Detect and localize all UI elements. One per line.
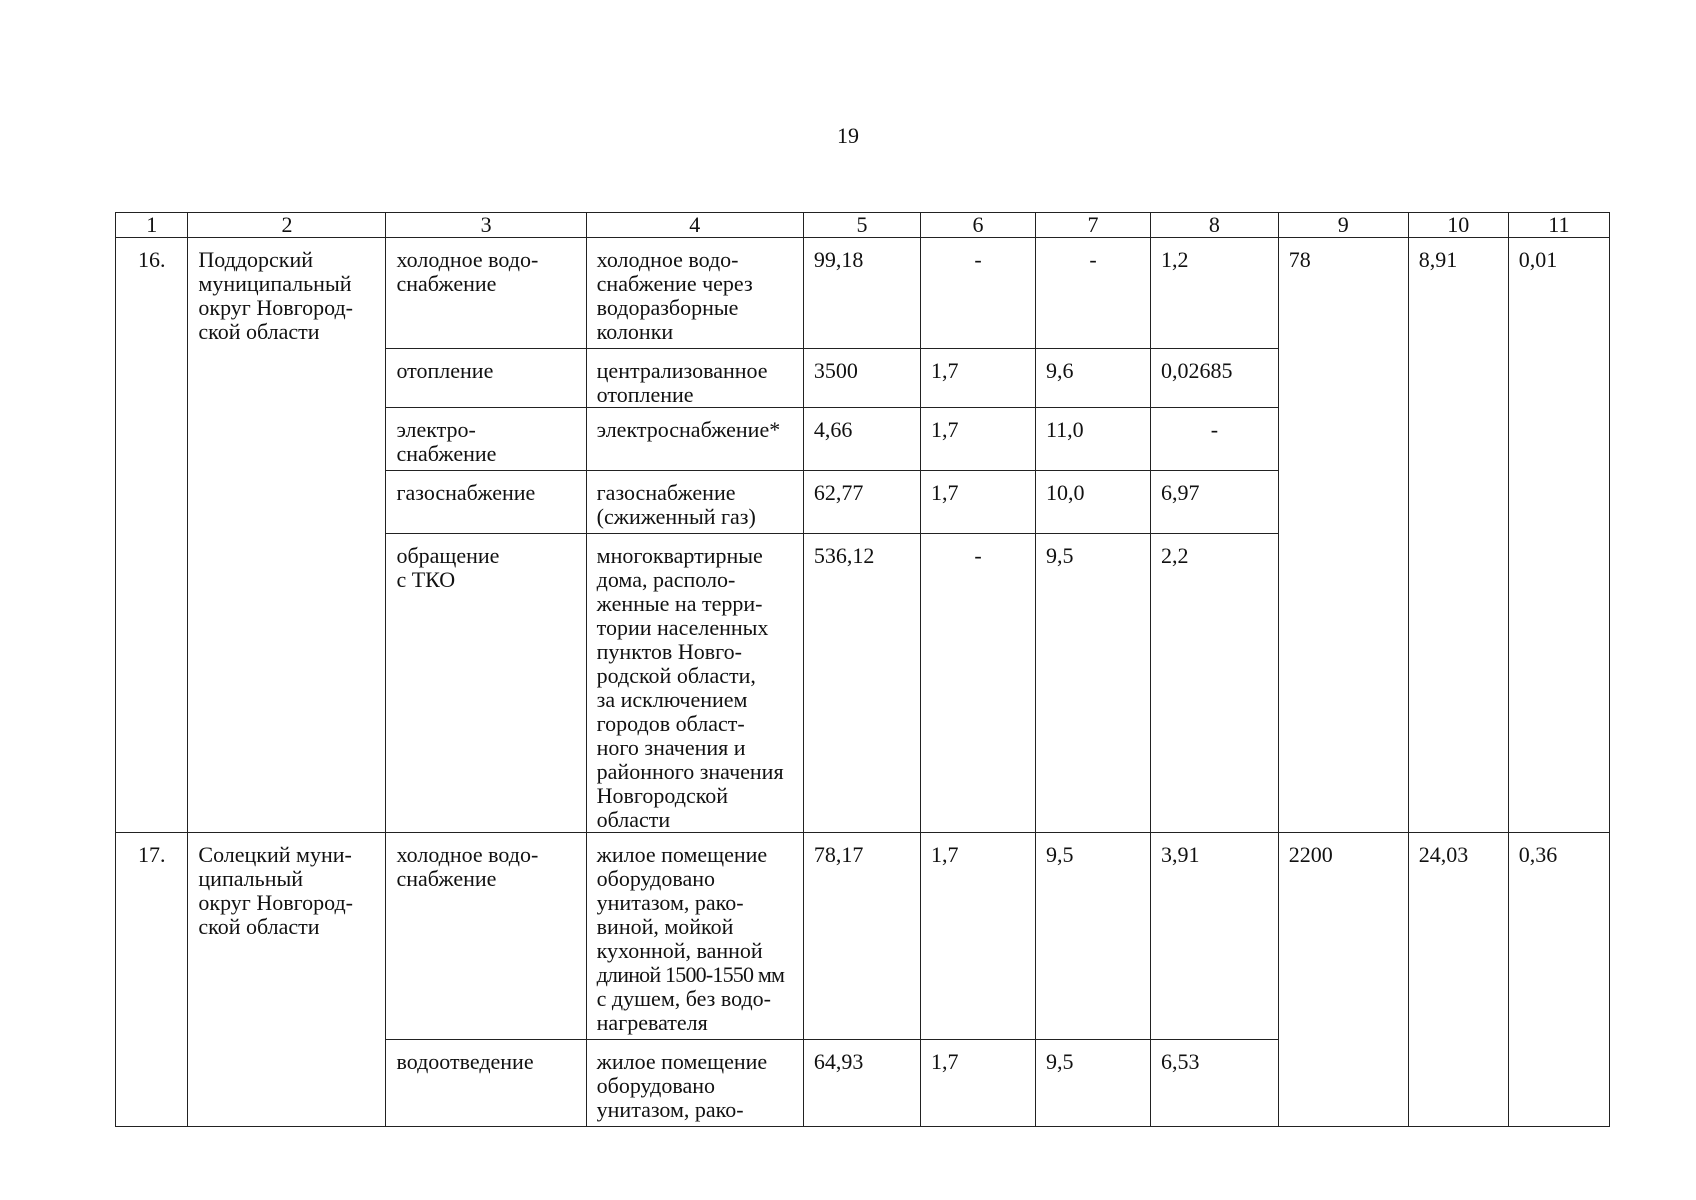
value-cell: 78 <box>1278 238 1408 833</box>
value-cell: 24,03 <box>1408 833 1508 1127</box>
column-header: 6 <box>921 213 1036 238</box>
description-cell: газоснабжение (сжиженный газ) <box>586 471 803 534</box>
service-cell: обращение с ТКО <box>386 534 586 833</box>
value-cell: 0,02685 <box>1151 349 1279 408</box>
service-cell: водоотведение <box>386 1040 586 1127</box>
column-number-row <box>116 213 1610 238</box>
column-header: 8 <box>1151 213 1279 238</box>
value-cell: 64,93 <box>803 1040 920 1127</box>
description-cell: жилое помещение оборудовано унитазом, рако- виной, мойкой кухонной, ванной длиной 1500-1550 мм с душем, без водо- нагревателя <box>586 833 803 1040</box>
column-header: 10 <box>1408 213 1508 238</box>
service-cell: холодное водо- снабжение <box>386 238 586 349</box>
column-header: 2 <box>188 213 386 238</box>
description-cell: холодное водо- снабжение через водоразборные колонки <box>586 238 803 349</box>
value-cell: 9,5 <box>1036 534 1151 833</box>
value-cell: 1,7 <box>921 471 1036 534</box>
value-cell: 10,0 <box>1036 471 1151 534</box>
column-header: 7 <box>1036 213 1151 238</box>
value-cell: - <box>1151 408 1279 471</box>
value-cell: 8,91 <box>1408 238 1508 833</box>
column-header: 4 <box>586 213 803 238</box>
value-cell: 3500 <box>803 349 920 408</box>
region-cell: Солецкий муни- ципальный округ Новгород- ской области <box>188 833 386 1127</box>
value-cell: 3,91 <box>1151 833 1279 1040</box>
value-cell: - <box>921 534 1036 833</box>
service-cell: газоснабжение <box>386 471 586 534</box>
value-cell: 6,53 <box>1151 1040 1279 1127</box>
value-cell: 1,2 <box>1151 238 1279 349</box>
service-cell: холодное водо- снабжение <box>386 833 586 1040</box>
page-number: 19 <box>837 123 859 148</box>
service-cell: электро- снабжение <box>386 408 586 471</box>
value-cell: 0,36 <box>1508 833 1609 1127</box>
service-cell: отопление <box>386 349 586 408</box>
value-cell: 1,7 <box>921 408 1036 471</box>
description-cell: централизованное отопление <box>586 349 803 408</box>
value-cell: 62,77 <box>803 471 920 534</box>
column-header: 1 <box>116 213 188 238</box>
table-row <box>116 833 1610 1040</box>
value-cell: 4,66 <box>803 408 920 471</box>
value-cell: 2200 <box>1278 833 1408 1127</box>
value-cell: 1,7 <box>921 1040 1036 1127</box>
column-header: 3 <box>386 213 586 238</box>
value-cell: 99,18 <box>803 238 920 349</box>
value-cell: 6,97 <box>1151 471 1279 534</box>
value-cell: 1,7 <box>921 349 1036 408</box>
value-cell: 0,01 <box>1508 238 1609 833</box>
column-header: 11 <box>1508 213 1609 238</box>
value-cell: 536,12 <box>803 534 920 833</box>
value-cell: 9,6 <box>1036 349 1151 408</box>
value-cell: - <box>1036 238 1151 349</box>
column-header: 5 <box>803 213 920 238</box>
value-cell: 9,5 <box>1036 1040 1151 1127</box>
description-cell: жилое помещение оборудовано унитазом, рако- <box>586 1040 803 1127</box>
value-cell: 78,17 <box>803 833 920 1040</box>
description-cell: электроснабжение* <box>586 408 803 471</box>
table-row <box>116 238 1610 349</box>
value-cell: 11,0 <box>1036 408 1151 471</box>
value-cell: - <box>921 238 1036 349</box>
row-number: 17. <box>116 833 188 1127</box>
column-header: 9 <box>1278 213 1408 238</box>
tariff-table <box>115 212 1610 1127</box>
value-cell: 1,7 <box>921 833 1036 1040</box>
region-cell: Поддорский муниципальный округ Новгород- ской области <box>188 238 386 833</box>
value-cell: 2,2 <box>1151 534 1279 833</box>
value-cell: 9,5 <box>1036 833 1151 1040</box>
row-number: 16. <box>116 238 188 833</box>
description-cell: многоквартирные дома, располо- женные на терри- тории населенных пунктов Новго- родской области, за исключением городов област- ного значения и районного значения Новгородской области <box>586 534 803 833</box>
